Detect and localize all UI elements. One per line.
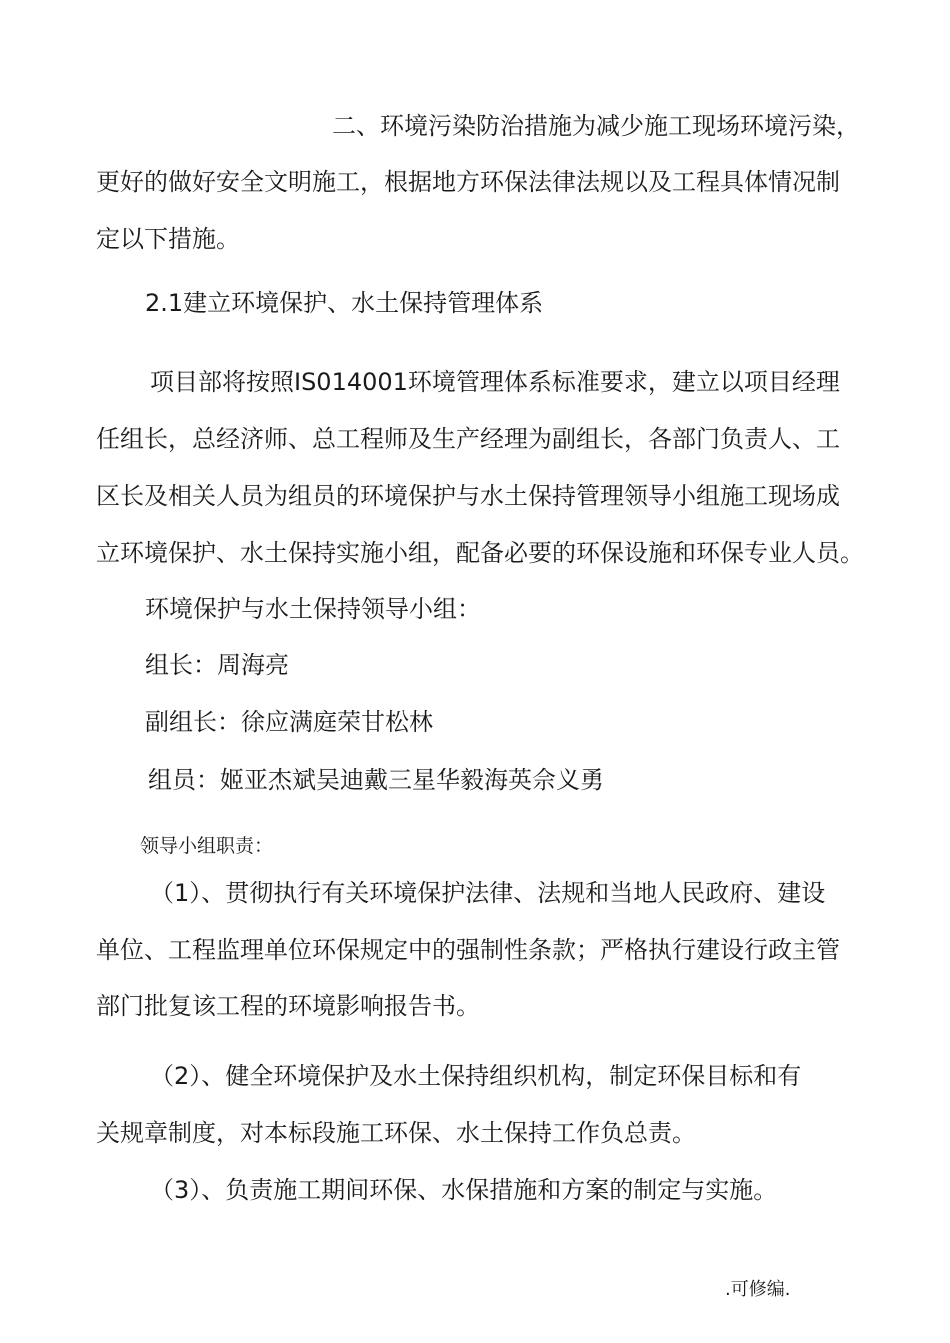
section-heading: 2.1建立环境保护、水土保持管理体系 — [145, 289, 544, 317]
group-deputy-leaders: 副组长：徐应满庭荣甘松林 — [145, 708, 433, 736]
paragraph-line: 项目部将按照IS014001环境管理体系标准要求，建立以项目经理 — [150, 368, 840, 396]
paragraph-line: 单位、工程监理单位环保规定中的强制性条款；严格执行建设行政主管 — [96, 936, 840, 964]
duty-item-2: （2）、健全环境保护及水土保持组织机构，制定环保目标和有 — [150, 1062, 802, 1090]
duty-item-1: （1）、贯彻执行有关环境保护法律、法规和当地人民政府、建设 — [150, 879, 826, 907]
paragraph-line: 任组长，总经济师、总工程师及生产经理为副组长，各部门负责人、工 — [96, 425, 840, 453]
group-leader: 组长：周海亮 — [145, 651, 289, 679]
paragraph-line: 定以下措施。 — [96, 225, 240, 253]
duties-heading: 领导小组职责： — [140, 835, 274, 857]
group-members: 组员：姬亚杰斌吴迪戴三星华毅海英佘义勇 — [148, 766, 604, 794]
footer-note: .可修编. — [725, 1279, 791, 1300]
paragraph-line: 关规章制度，对本标段施工环保、水土保持工作负总责。 — [96, 1119, 696, 1147]
paragraph-line: 区长及相关人员为组员的环境保护与水土保持管理领导小组施工现场成 — [96, 482, 840, 510]
paragraph-line: 更好的做好安全文明施工，根据地方环保法律法规以及工程具体情况制 — [96, 168, 840, 196]
heading-line: 二、环境污染防治措施为减少施工现场环境污染， — [332, 112, 860, 140]
paragraph-line: 部门批复该工程的环境影响报告书。 — [96, 992, 480, 1020]
duty-item-3: （3）、负责施工期间环保、水保措施和方案的制定与实施。 — [150, 1176, 778, 1204]
paragraph-line: 立环境保护、水土保持实施小组，配备必要的环保设施和环保专业人员。 — [96, 539, 864, 567]
group-title: 环境保护与水土保持领导小组： — [145, 595, 481, 623]
